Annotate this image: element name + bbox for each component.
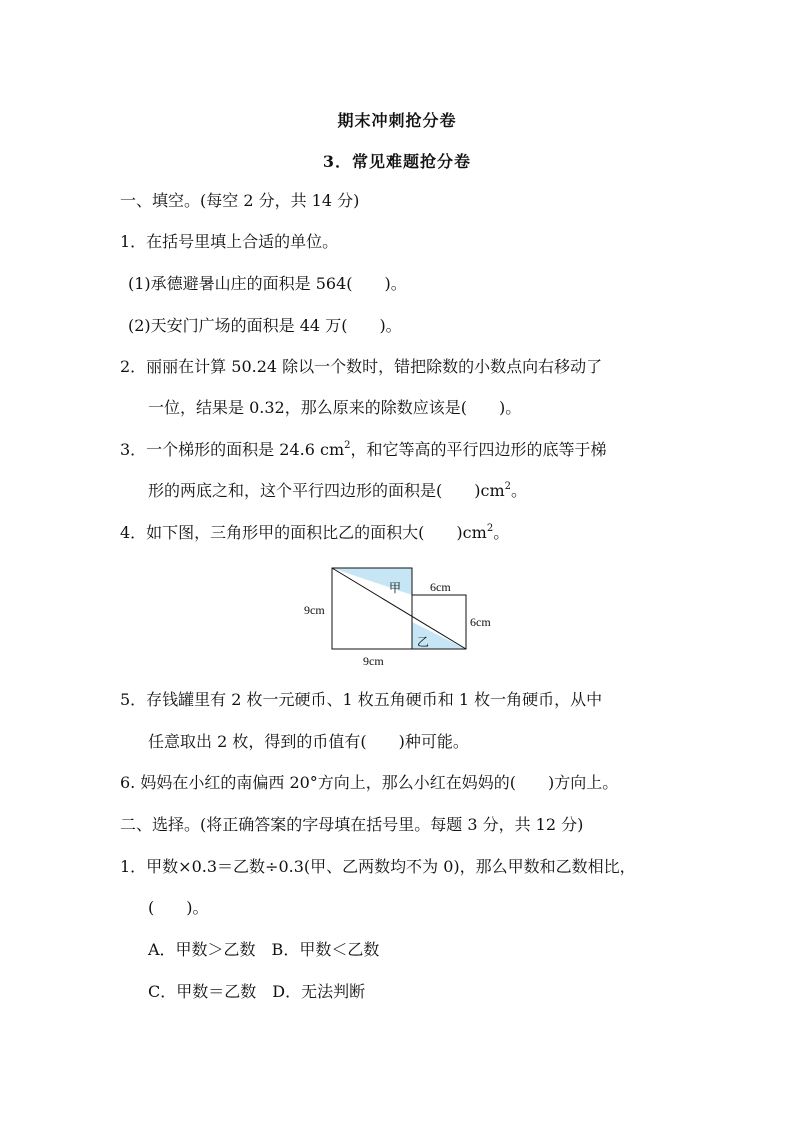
q5-line1: 5．存钱罐里有 2 枚一元硬币、1 枚五角硬币和 1 枚一角硬币，从中 [120,690,603,709]
s2-q1-line2: ( )。 [148,898,209,917]
q5-line2: 任意取出 2 枚，得到的币值有( )种可能。 [148,732,469,751]
q1-stem: 1．在括号里填上合适的单位。 [120,232,339,251]
s2-q1-options-ab: A．甲数＞乙数 B．甲数＜乙数 [148,940,380,959]
q3-line2-text: 形的两底之和，这个平行四边形的面积是( )cm [148,481,505,500]
q4-line [120,523,509,543]
s2-q1-line1: 1．甲数×0.3＝乙数÷0.3(甲、乙两数均不为 0)，那么甲数和乙数相比， [120,857,636,876]
q3-line2 [148,481,527,501]
q1-part-a: (1)承德避暑山庄的面积是 564( )。 [128,274,407,293]
geometry-figure [290,562,510,672]
page-title: 期末冲刺抢分卷 [337,111,457,130]
s2-q1-options-cd: C．甲数＝乙数 D．无法判断 [148,982,366,1001]
q6-line: 6. 妈妈在小红的南偏西 20°方向上，那么小红在妈妈的( )方向上。 [120,773,619,792]
q3-line1-text: 3．一个梯形的面积是 24.6 cm [120,440,345,459]
superscript: 2 [344,439,351,451]
label-top-small-length: 6cm [430,580,451,594]
q2-line1: 2．丽丽在计算 50.24 除以一个数时，错把除数的小数点向右移动了 [120,357,603,376]
label-yi: 乙 [417,635,430,649]
superscript: 2 [504,480,511,492]
page-subtitle: 3．常见难题抢分卷 [322,152,472,171]
section1-heading: 一、填空。(每空 2 分，共 14 分) [120,191,360,210]
q3-line2-text-rest: 。 [511,481,528,500]
label-right-small-length: 6cm [470,615,491,629]
superscript: 2 [486,522,494,534]
section2-heading: 二、选择。(将正确答案的字母填在括号里。每题 3 分，共 12 分) [120,815,584,834]
q1-part-b: (2)天安门广场的面积是 44 万( )。 [128,316,402,335]
q3-line1-text-rest: ，和它等高的平行四边形的底等于梯 [350,440,607,459]
q3-line1 [120,440,607,460]
label-left-length: 9cm [304,603,325,617]
q4-line-text: 4．如下图，三角形甲的面积比乙的面积大( )cm [120,523,487,542]
label-jia: 甲 [389,581,402,595]
label-bottom-length: 9cm [363,654,384,668]
q2-line2: 一位，结果是 0.32，那么原来的除数应该是( )。 [148,398,522,417]
q4-line-text-rest: 。 [493,523,510,542]
